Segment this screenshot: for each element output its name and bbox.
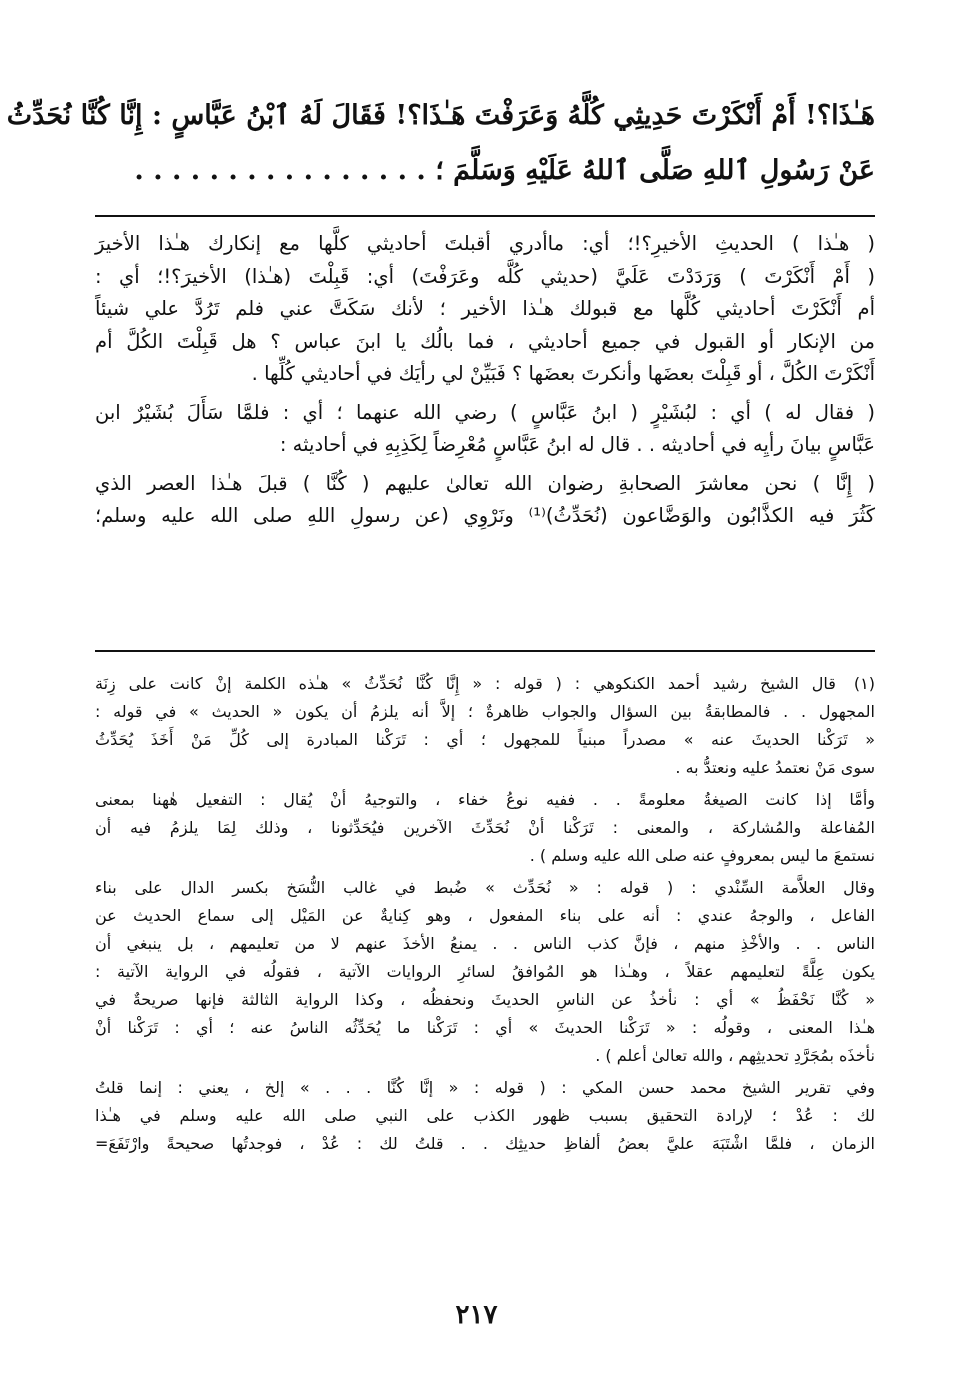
footnote-line: لك : عُدْ ؛ لإرادة التحقيق بسبب ظهور الكذب على النبي صلى الله عليه وسلم في هـٰذا: [95, 1106, 875, 1125]
commentary-line: كَثُرَ فيه الكذَّابُون والوَضَّاعون (نُحَدِّثُ)⁽¹⁾ ونَرْوِي (عن رسولِ اللهِ صلى الله عليه وسلم؛: [95, 504, 875, 527]
hadith-line: هَـٰذَا؟! أَمْ أَنْكَرْتَ حَدِيثِي كُلَّهُ وَعَرَفْتَ هَـٰذَا؟! فَقَالَ لَهُ ٱبْنُ عَبَّاسٍ : إِنَّا كُنَّا نُحَدِّثُ: [6, 100, 875, 131]
footnote-line: نستمعَ ما ليس بمعروفٍ عنه صلى الله عليه وسلم ) .: [529, 846, 875, 865]
footnote-paragraph: [95, 874, 875, 1070]
footnote-line-text: قال الشيخ رشيد أحمد الكنكوهي : ( قوله : « إِنَّا كُنَّا نُحَدِّثُ » هـٰذه الكلمة إنْ كانت على زِنَة: [95, 674, 836, 693]
footnote-line: وأمَّا إذا كانت الصيغةُ معلومةً . . ففيه نوعُ خفاء ، والتوجيهُ أنْ يُقال : التفعيل هٰهنا بمعنى: [95, 790, 875, 809]
hadith-line: عَنْ رَسُولِ ٱللهِ صَلَّى ٱللهُ عَلَيْهِ وَسَلَّمَ ؛ . . . . . . . . . . . . . . . .: [134, 155, 875, 186]
footnote-line: هـٰذا المعنى ، وقولُه : « تَرَكْنا الحديثَ » أي : تَرَكْنا ما يُحَدِّثُه الناسُ عنه ؛ أي : تَرَكْنا أنْ: [95, 1018, 875, 1037]
footnote-line: « كُنَّا نَحْفَظُ » أي : نأخذُ عن الناسِ الحديثَ ونحفظُه ، وكذا الرواية الثالثة فإنها صريحةٌ في: [95, 990, 875, 1009]
footnote-paragraph: [95, 1074, 875, 1158]
footnote-line: المُفاعلة والمُشاركة ، والمعنى : تَرَكْنا أنْ نُحَدِّثَ الآخرين فيُحَدِّثونا ، وذلك لِمَا يلزمُ فيه أن: [95, 818, 875, 837]
footnote-line: الناس . . والأخْذِ منهم ، فإنَّ كذب الناس . . يمنعُ الأخذَ عنهم لا من تعليمهم ، بل ينبغي أن: [95, 934, 875, 953]
footnote-line: نأخذَه بمُجَرَّدِ تحديثِهم ، والله تعالىٰ أعلم ) .: [595, 1046, 875, 1065]
footnote-paragraph: [95, 670, 875, 782]
footnote-line: الفاعل ، والوجهُ عندي : أنه على بناء المفعول ، وهو كِنايةٌ عن المَيْل إلى سماع الحديث عن: [95, 906, 875, 925]
footnote: [95, 670, 875, 1162]
commentary-line: ( فقال له ) أي : لبُشَيْرٍ ( ابنُ عَبَّاسٍ ) رضي الله عنهما ؛ أي : فلمَّا سَأَلَ بُشَيْرٌ ابن: [95, 400, 875, 424]
commentary-line: ( أَمْ أَنْكَرْتَ ) وَرَدَدْتَ عَلَيَّ (حديثي كُلَّه وعَرَفْتَ) أي: قَبِلْتَ (هـٰذا) الأخيرَ؟!؛ أي :: [95, 264, 875, 288]
commentary-line: ( هـٰذا ) الحديثِ الأخيرِ؟!؛ أي: ماأدري أقبلتَ أحاديثي كلَّها مع إنكارك هـٰذا الأخيرَ: [95, 232, 875, 255]
footnote-line: المجهول . . فالمطابقةُ بين السؤال والجواب ظاهرةٌ ؛ إلاَّ أنه يلزمُ أن يكون « الحديث » في قوله :: [95, 702, 875, 721]
commentary: [95, 228, 875, 539]
page-number: ٢١٧: [455, 1300, 498, 1330]
footnote-line: يكون عِلَّةً لتعليمهم عقلاً ، وهـٰذا هو المُوافقُ لسائرِ الروايات الآتية ، فقولُه في الرواية الآتية :: [95, 962, 875, 981]
footnote-line: [95, 670, 875, 698]
footnote-line: الزمان ، فلمَّا اشْتَبَهَ عليَّ بعضُ ألفاظِ حديثِك . . قلتُ لك : عُدْ ، فوجدتُها صحيحةً وارْتَفَعَ=: [95, 1134, 875, 1153]
footnote-line: سوى مَنْ نعتمدُ عليه ونعتدُّ به .: [675, 758, 875, 777]
commentary-line: ( إِنَّا ) نحن معاشرَ الصحابةِ رضوان الله تعالىٰ عليهم ( كُنَّا ) قبلَ هـٰذا العصر الذي: [95, 471, 875, 495]
footnote-paragraph: [95, 786, 875, 870]
footnote-line: « تَرَكْنا الحديثَ عنه » مصدراً مبنياً للمجهول ؛ أي : تَرَكْنا المبادرة إلى كُلِّ مَنْ أَخَذَ يُحَدِّثُ: [95, 730, 875, 749]
footnote-line: وفي تقرير الشيخ محمد حسن المكي : ( قوله : « إنَّا كُنَّا . . . » إلخ ، يعني : إنما قلتُ: [95, 1078, 875, 1097]
footnote-line: وقال العلاَّمة السِّنْدي : ( قوله : « نُحَدِّث » ضُبط في غالب النُّسَخ بكسر الدال على بناء: [95, 878, 875, 897]
commentary-line: عَبَّاسٍ بيانَ رأيِه في أحاديثه . . قال له ابنُ عَبَّاسٍ مُعْرِضاً لِكَذِبِهِ في أحاديثه :: [279, 433, 875, 456]
commentary-paragraph: [95, 397, 875, 462]
top-divider: [95, 215, 875, 217]
commentary-line: أَنْكَرْتَ الكُلَّ ، أو قَبِلْتَ بعضَها وأنكرتَ بعضَها ؟ فَبَيِّنْ لي رأيَك في أحاديثي كُلِّها .: [251, 362, 875, 385]
footnote-divider: [95, 650, 875, 652]
commentary-paragraph: [95, 228, 875, 391]
hadith-text: [6, 88, 875, 198]
commentary-line: من الإنكار أو القبول في جميع أحاديثي ، فما بالُك يا ابنَ عباس ؟ هل قَبِلْتَ الكُلَّ أم: [95, 329, 875, 353]
commentary-paragraph: [95, 468, 875, 533]
footnote-marker: (١): [853, 674, 875, 693]
commentary-line: أم أَنْكَرْتَ أحاديثي كُلَّها مع قبولك هـٰذا الأخير ؛ لأنك سَكَتَّ عني فلم تَرُدَّ علي شيئاً: [95, 297, 875, 320]
